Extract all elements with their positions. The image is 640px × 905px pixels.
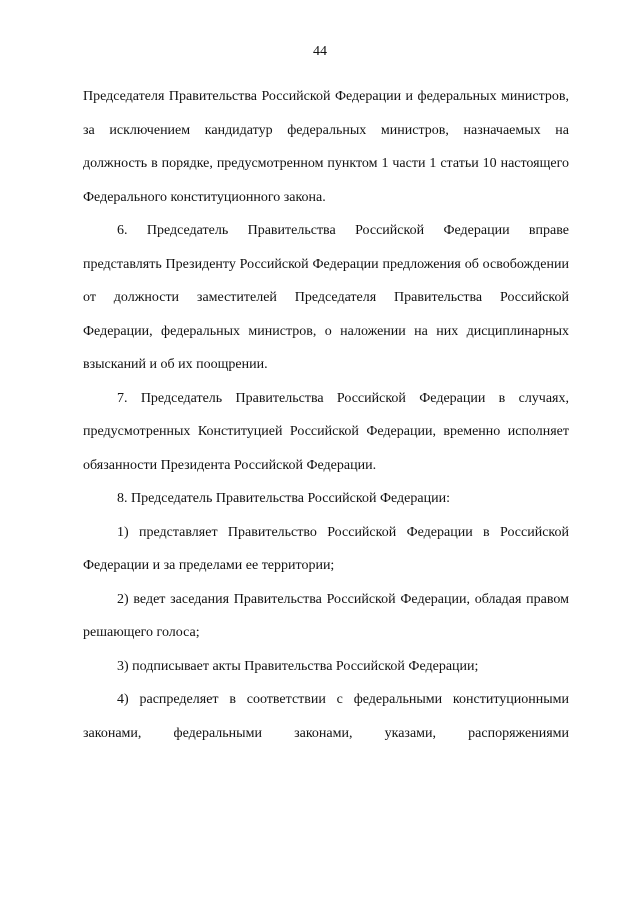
subitem-1: 1) представляет Правительство Российской Федерации в Российской Федерации и за пределами ее территории; xyxy=(83,524,569,573)
page-number: 44 xyxy=(313,44,327,59)
paragraph-item-7: 7. Председатель Правительства Российской Федерации в случаях, предусмотренных Конституцией Российской Федерации, временно исполняет обязанности Президента Российской Федерации. xyxy=(83,390,569,473)
paragraph-item-6: 6. Председатель Правительства Российской Федерации вправе представлять Президенту Российской Федерации предложения об освобождении от должности заместителей Председателя Правительства Российской Федерации, федеральных министров, о наложении на них дисциплинарных взысканий и об их поощрении. xyxy=(83,223,569,372)
subitem-3: 3) подписывает акты Правительства Российской Федерации; xyxy=(117,658,479,674)
paragraph-item-8: 8. Председатель Правительства Российской Федерации: xyxy=(117,491,450,506)
subitem-4: 4) распределяет в соответствии с федеральными конституционными законами, федеральными законами, указами, распоряжениями xyxy=(83,692,569,741)
document-body xyxy=(83,80,569,750)
subitem-2: 2) ведет заседания Правительства Российской Федерации, обладая правом решающего голоса; xyxy=(83,591,569,640)
paragraph-continuation: Председателя Правительства Российской Федерации и федеральных министров, за исключением кандидатур федеральных министров, назначаемых на должность в порядке, предусмотренном пунктом 1 части 1 статьи 10 настоящего Федерального конституционного закона. xyxy=(83,89,569,205)
